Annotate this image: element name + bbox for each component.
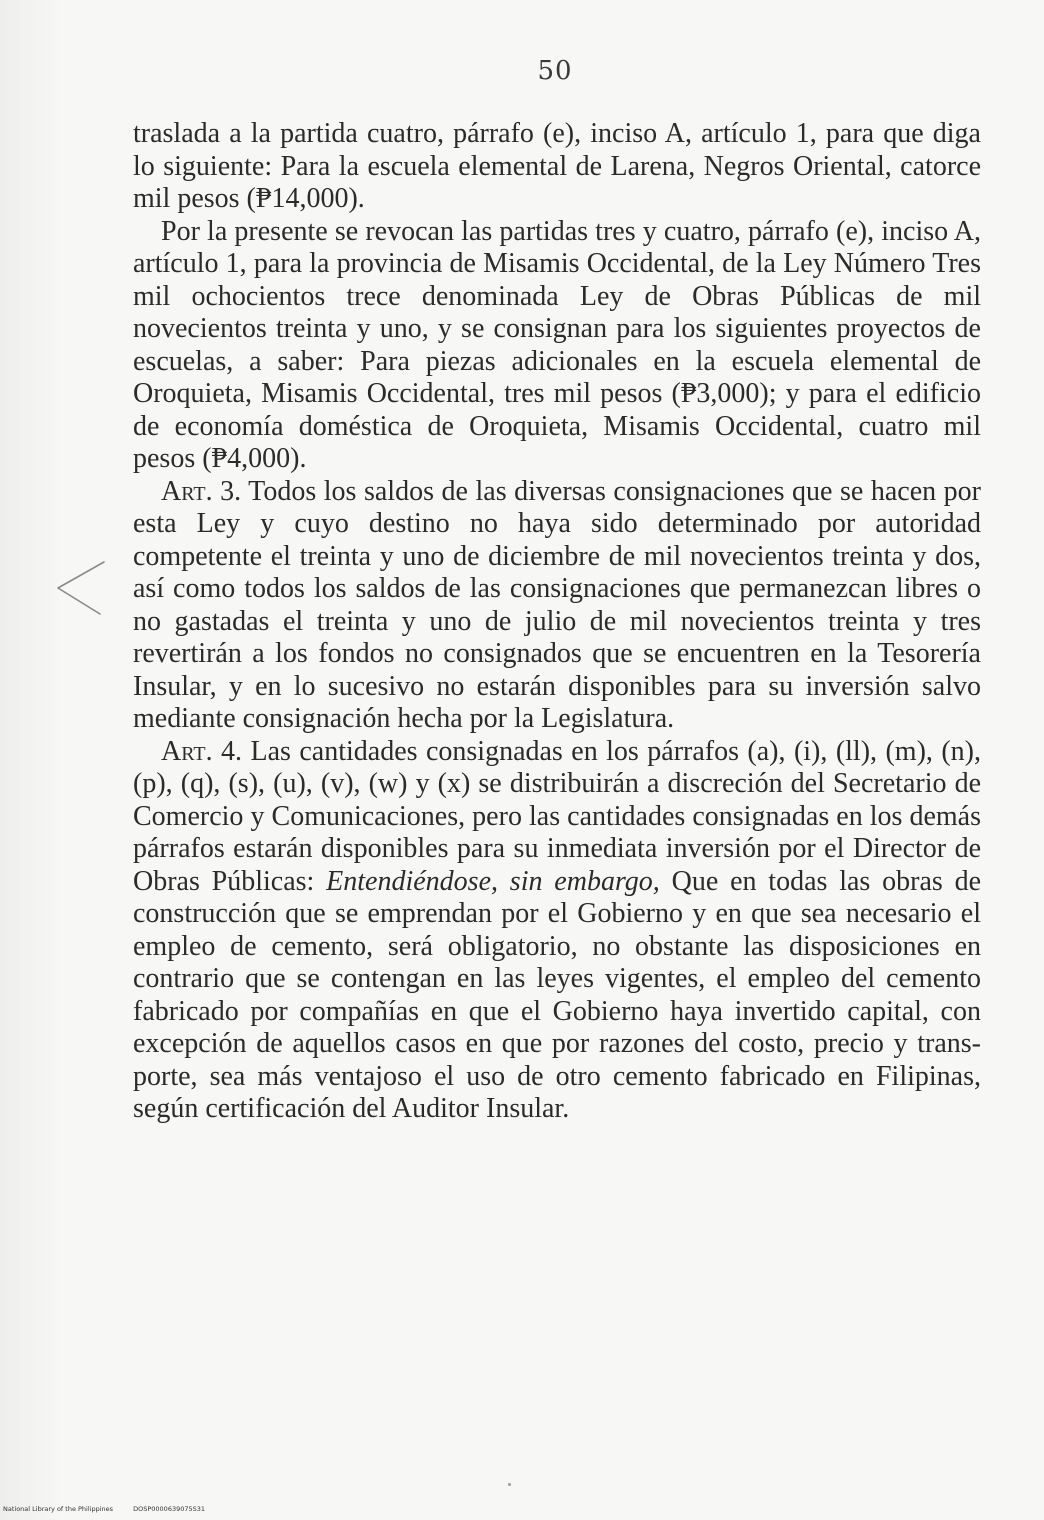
body-text [133, 118, 981, 1126]
paragraph-revocation: Por la presente se revocan las partidas tres y cuatro, párrafo (e), inciso A, artículo 1, para la provincia de Misamis Occidental, de la Ley Número Tres mil ochocientos trece denominada Ley de Obras Públicas de mil novecientos treinta y uno, y se consignan para los siguientes proyectos de escuelas, a saber: Para piezas adicionales en la escuela elemental de Oroquieta, Misamis Occidental, tres mil pesos (₱3,000); y para el edificio de economía doméstica de Oroquieta, Misamis Occidental, cuatro mil pesos (₱4,000). [133, 215, 981, 474]
article-4-text-b: Que en todas las obras de construcción que se emprendan por el Gobierno y en que sea necesario el empleo de cemento, será obligatorio, no obstante las disposiciones en contrario que se contengan en las leyes vigentes, el empleo del cemento fabricado por compañías en que el Gobierno haya invertido capital, con excepción de aquellos casos en que por razones del costo, precio y transporte, sea más ventajoso el uso de otro cemento fabricado en Filipinas, según certificación del Auditor Insular. [133, 865, 982, 1124]
paragraph-article-3 [133, 476, 981, 736]
footer-code: DOSP0000639075S31 [133, 1505, 206, 1513]
footer-library: National Library of the Philippines [3, 1505, 114, 1513]
article-4-text-a: Las cantidades consignadas en los párrafos (a), (i), (ll), (m), (n), (p), (q), (s), (u), (v), (w) y (x) se distribuirán a discreción del Secretario de Comercio y Comunicaciones, pero las cantidades consignadas en los demás párrafos estarán disponibles para su inmediata inversión por el Director de Obras Públicas: [133, 735, 982, 897]
paragraph-continuation: traslada a la partida cuatro, párrafo (e), inciso A, artículo 1, para que diga lo siguiente: Para la escuela elemental de Larena, Negros Oriental, catorce mil pesos (₱14,000). [133, 118, 981, 214]
scan-footer [3, 1505, 223, 1513]
article-3-label: Art. 3. [161, 475, 242, 507]
article-3-text: Todos los saldos de las diversas consignaciones que se hacen por esta Ley y cuyo destino no haya sido determinado por autoridad competente el treinta y uno de diciembre de mil novecientos treinta y dos, así como todos los saldos de las consignaciones que permanezcan libres o no gastadas el treinta y uno de julio de mil novecientos treinta y tres revertirán a los fondos no consignados que se encuentren en la Tesorería Insular, y en lo sucesivo no estarán disponibles para su inversión salvo mediante consignación hecha por la Legislatura. [133, 475, 982, 734]
scan-edge-shadow [0, 0, 62, 1520]
article-4-label: Art. 4. [161, 735, 243, 767]
paragraph-article-4 [133, 736, 981, 1126]
dust-speck [508, 1483, 511, 1486]
pencil-margin-mark-icon [52, 556, 108, 620]
page-number: 50 [537, 56, 573, 86]
article-4-italic: Entendiéndose, sin embargo, [326, 865, 660, 897]
